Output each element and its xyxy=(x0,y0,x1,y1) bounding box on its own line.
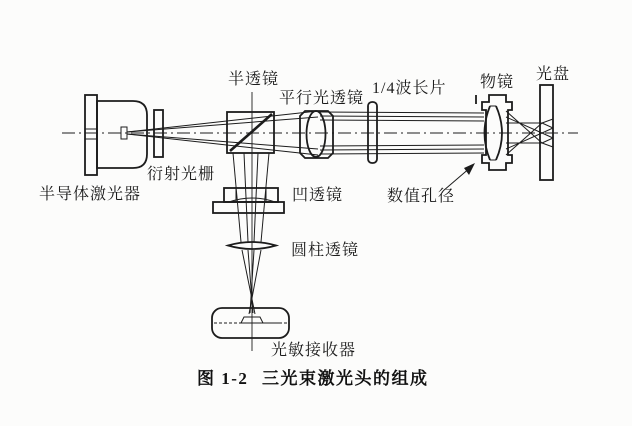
light-ray xyxy=(127,134,318,149)
caption-number: 图 1-2 xyxy=(197,369,249,388)
concave-lens-holder xyxy=(224,188,278,202)
light-ray xyxy=(127,134,318,155)
label-collimating-lens: 平行光透镜 xyxy=(279,90,365,107)
light-ray xyxy=(506,123,542,155)
caption-title: 三光束激光头的组成 xyxy=(262,369,429,388)
light-ray xyxy=(542,119,553,123)
light-ray xyxy=(542,123,553,128)
label-cylindrical-lens: 圆柱透镜 xyxy=(291,242,360,259)
vertical-branch-rays xyxy=(233,153,269,314)
label-optical-disc: 光盘 xyxy=(536,66,571,83)
light-ray xyxy=(506,111,542,143)
label-diffraction-grating: 衍射光栅 xyxy=(147,166,216,183)
light-ray xyxy=(254,153,258,242)
label-concave-lens: 凹透镜 xyxy=(292,187,344,204)
concave-lens-base-plate xyxy=(213,202,284,213)
light-ray xyxy=(244,153,248,242)
light-ray xyxy=(320,116,484,117)
label-half-mirror: 半透镜 xyxy=(228,71,280,88)
label-photo-receiver: 光敏接收器 xyxy=(271,342,357,359)
light-ray xyxy=(261,153,269,242)
label-quarter-wave-plate: 1/4波长片 xyxy=(372,80,447,97)
laser-back-plate xyxy=(85,95,97,175)
concave-lens-assembly xyxy=(213,188,284,213)
light-ray xyxy=(542,133,553,138)
light-ray xyxy=(320,112,484,113)
light-ray xyxy=(127,117,318,132)
diffraction-grating xyxy=(154,110,163,157)
light-ray xyxy=(320,149,484,150)
light-ray xyxy=(320,145,484,146)
light-ray xyxy=(233,153,241,242)
arrow-head xyxy=(464,163,475,175)
label-numerical-aperture: 数值孔径 xyxy=(387,188,456,205)
numerical-aperture-arrow xyxy=(443,163,475,191)
light-ray xyxy=(506,117,542,133)
objective-lens-assembly xyxy=(476,95,512,170)
light-ray xyxy=(542,138,553,143)
light-ray xyxy=(320,153,484,154)
label-objective-lens: 物镜 xyxy=(480,74,515,91)
light-ray xyxy=(542,143,553,147)
light-ray xyxy=(127,111,318,132)
light-ray xyxy=(320,120,484,121)
label-semiconductor-laser: 半导体激光器 xyxy=(39,186,142,203)
light-ray xyxy=(506,133,542,149)
light-ray xyxy=(542,128,553,133)
